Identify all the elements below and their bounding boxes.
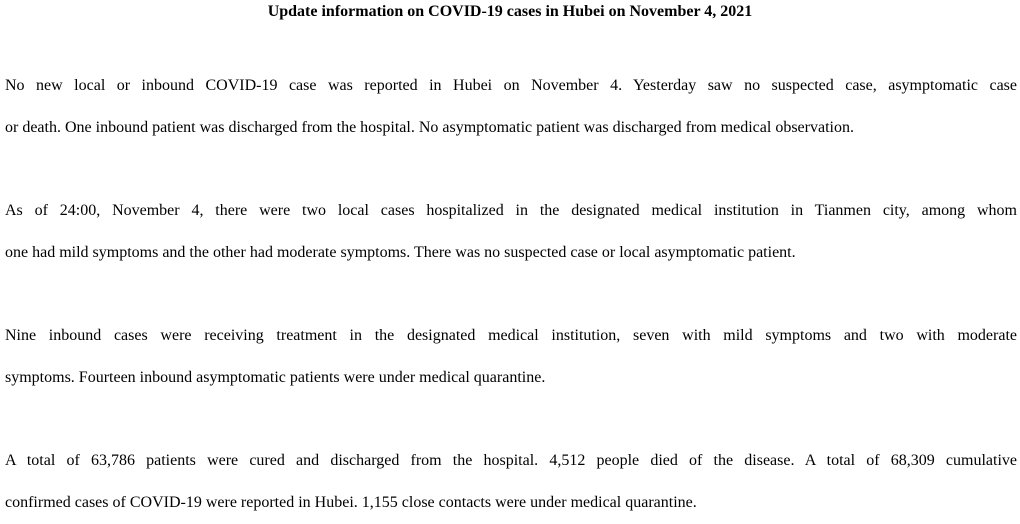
paragraph-line: A total of 63,786 patients were cured and discharged from the hospital. 4,512 people died of the disease. A total of 68,309 cumulative [5,452,1017,469]
paragraph-cumulative-totals [5,440,1017,524]
paragraph-line: or death. One inbound patient was discharged from the hospital. No asymptomatic patient was discharged from medical observation. [5,119,854,136]
paragraph-line: As of 24:00, November 4, there were two local cases hospitalized in the designated medical institution in Tianmen city, among whom [5,202,1017,219]
paragraph-line: one had mild symptoms and the other had moderate symptoms. There was no suspected case or local asymptomatic patient. [5,244,796,261]
paragraph-line: Nine inbound cases were receiving treatment in the designated medical institution, seven with mild symptoms and two with moderate [5,327,1017,344]
paragraph-line: No new local or inbound COVID-19 case was reported in Hubei on November 4. Yesterday saw no suspected case, asymptomatic case [5,77,1017,94]
paragraph-line: confirmed cases of COVID-19 were reported in Hubei. 1,155 close contacts were under medical quarantine. [5,494,697,511]
paragraph-local-cases [5,190,1017,274]
paragraph-new-cases [5,65,1017,149]
paragraph-line: symptoms. Fourteen inbound asymptomatic patients were under medical quarantine. [5,369,546,386]
paragraph-inbound-cases [5,315,1017,399]
document-title: Update information on COVID-19 cases in Hubei on November 4, 2021 [267,3,753,20]
